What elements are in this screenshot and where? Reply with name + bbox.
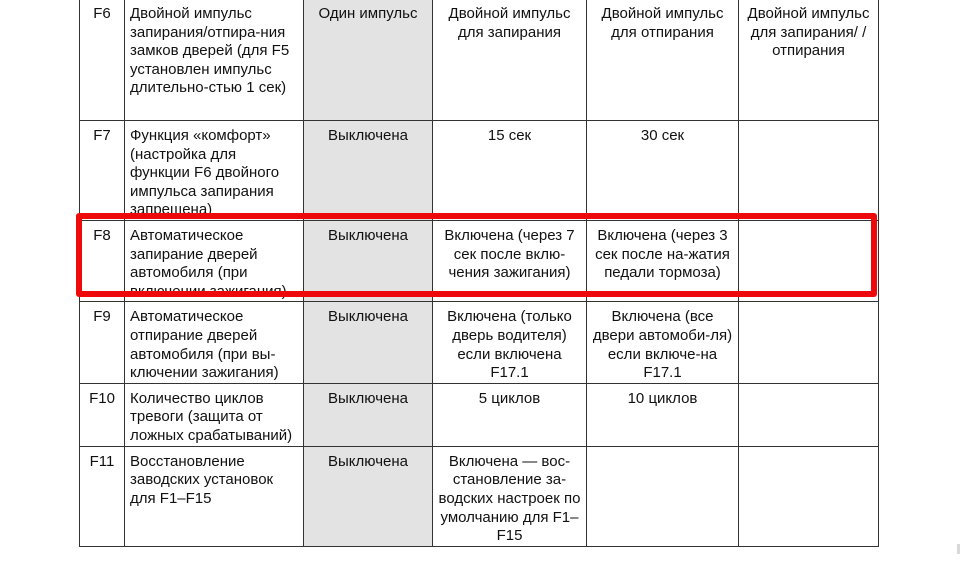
option-2-cell: 15 сек <box>433 121 587 221</box>
option-3-cell <box>587 446 739 546</box>
option-1-cell: Выключена <box>304 302 433 383</box>
function-code: F11 <box>80 446 125 546</box>
table-row-f7 <box>80 121 879 221</box>
option-3-cell: Включена (все двери автомоби-ля) если включе-на F17.1 <box>587 302 739 383</box>
option-2-cell: 5 циклов <box>433 383 587 446</box>
option-2-cell: Двойной импульс для запирания <box>433 0 587 121</box>
function-description: Функция «комфорт» (настройка для функции F6 двойного импульса запирания запрещена) <box>125 121 304 221</box>
option-4-cell <box>739 302 879 383</box>
function-description: Автоматическое запирание дверей автомобиля (при включении зажигания) <box>125 220 304 301</box>
option-2-cell: Включена (только дверь водителя) если включена F17.1 <box>433 302 587 383</box>
option-4-cell <box>739 383 879 446</box>
table-row-f9 <box>80 302 879 383</box>
function-description: Восстановление заводских установок для F1–F15 <box>125 446 304 546</box>
function-code: F6 <box>80 0 125 121</box>
table-row-f11 <box>80 446 879 546</box>
option-3-cell: 10 циклов <box>587 383 739 446</box>
option-3-cell: Включена (через 3 сек после на-жатия педали тормоза) <box>587 220 739 301</box>
option-4-cell <box>739 220 879 301</box>
option-3-cell: Двойной импульс для отпирания <box>587 0 739 121</box>
function-code: F9 <box>80 302 125 383</box>
option-4-cell: Двойной импульс для запирания/ /отпирания <box>739 0 879 121</box>
option-1-cell: Выключена <box>304 121 433 221</box>
function-description: Автоматическое отпирание дверей автомобиля (при вы-ключении зажигания) <box>125 302 304 383</box>
option-1-cell: Выключена <box>304 383 433 446</box>
function-code: F10 <box>80 383 125 446</box>
function-description: Двойной импульс запирания/отпира-ния замков дверей (для F5 установлен импульс длительно-стью 1 сек) <box>125 0 304 121</box>
function-description: Количество циклов тревоги (защита от ложных срабатываний) <box>125 383 304 446</box>
option-1-cell: Выключена <box>304 220 433 301</box>
function-code: F7 <box>80 121 125 221</box>
table-row-f8 <box>80 220 879 301</box>
option-4-cell <box>739 121 879 221</box>
function-settings-table <box>79 0 879 547</box>
option-2-cell: Включена (через 7 сек после вклю-чения зажигания) <box>433 220 587 301</box>
option-1-cell: Один импульс <box>304 0 433 121</box>
function-code: F8 <box>80 220 125 301</box>
option-1-cell: Выключена <box>304 446 433 546</box>
option-2-cell: Включена — вос-становление за-водских настроек по умолчанию для F1–F15 <box>433 446 587 546</box>
option-3-cell: 30 сек <box>587 121 739 221</box>
table-row-f10 <box>80 383 879 446</box>
option-4-cell <box>739 446 879 546</box>
table-row-f6 <box>80 0 879 121</box>
